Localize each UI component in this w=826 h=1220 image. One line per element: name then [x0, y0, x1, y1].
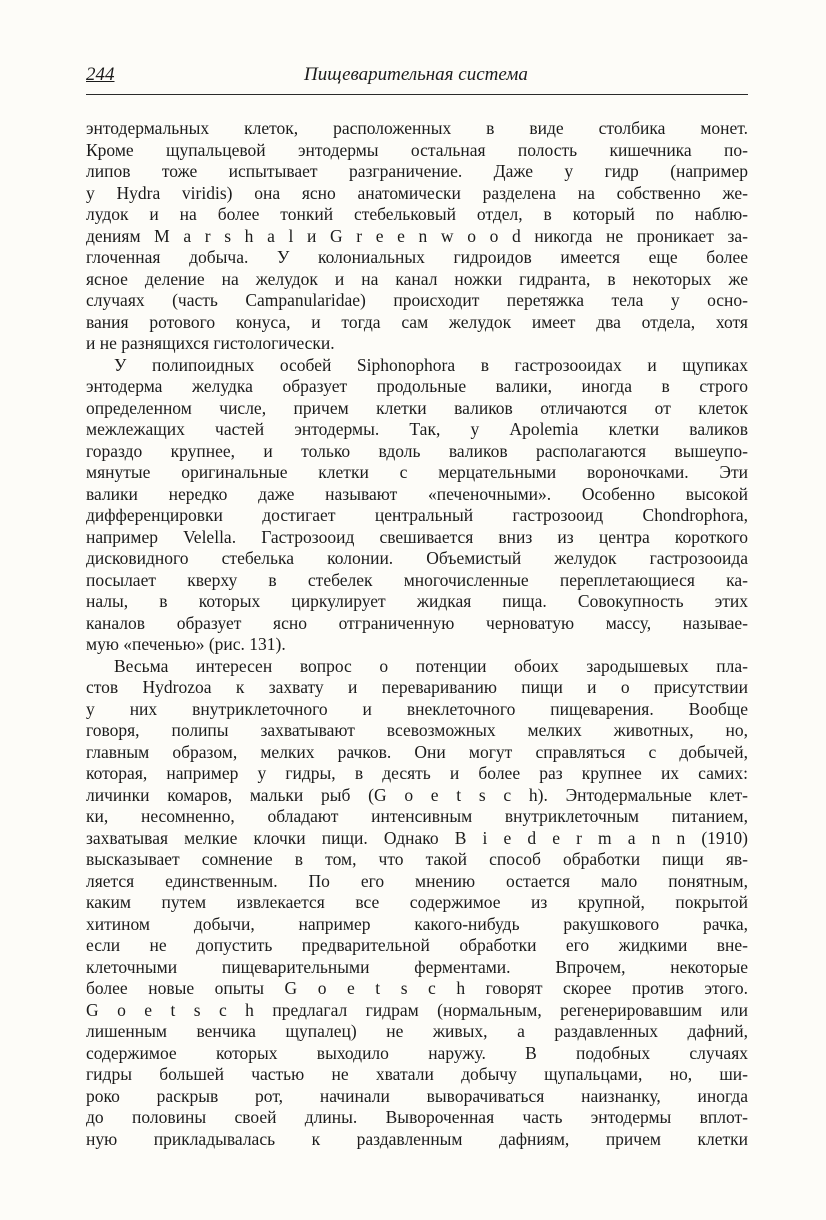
text-line: стов Hydrozoa к захвату и перевариванию пищи и о присутствии	[86, 677, 748, 697]
text-line: захватывая мелкие клочки пищи. Однако B i e d e r m a n n (1910)	[86, 827, 748, 848]
text-line: мую «печенью» (рис. 131).	[86, 634, 286, 654]
page-number: 244	[86, 64, 115, 85]
text-line: хитином добычи, например какого-нибудь ракушкового рачка,	[86, 913, 748, 934]
text-line: гидры большей частью не хватали добычу щупальцами, но, ши-	[86, 1064, 748, 1084]
text-line: вания ротового конуса, и тогда сам желудок имеет два отдела, хотя	[86, 311, 748, 332]
text-line: у них внутриклеточного и внеклеточного пищеварения. Вообще	[86, 698, 748, 719]
header-rule	[86, 94, 748, 95]
text-line: G o e t s c h предлагал гидрам (нормальным, регенерировавшим или	[86, 999, 748, 1020]
text-line: мянутые оригинальные клетки с мерцательными вороночками. Эти	[86, 462, 748, 482]
text-line: ки, несомненно, обладают интенсивным внутриклеточным питанием,	[86, 806, 748, 826]
text-line: например Velella. Гастрозооид свешивается вниз из центра короткого	[86, 526, 748, 547]
text-line: и не разнящихся гистологически.	[86, 333, 335, 353]
text-line: Кроме щупальцевой энтодермы остальная полость кишечника по-	[86, 139, 748, 160]
text-line: дисковидного стебелька колонии. Объемистый желудок гастрозооида	[86, 548, 748, 568]
text-line: дениям M a r s h a l и G r e e n w o o d никогда не проникает за-	[86, 225, 748, 246]
text-line: каналов образует ясно отграниченную черноватую массу, называе-	[86, 612, 748, 633]
text-line: лишенным венчика щупалец) не живых, а раздавленных дафний,	[86, 1021, 748, 1041]
text-line: ляется единственным. По его мнению остается мало понятным,	[86, 870, 748, 891]
text-line: энтодерма желудка образует продольные валики, иногда в строго	[86, 376, 748, 396]
text-line: ную прикладывалась к раздавленным дафниям, причем клетки	[86, 1128, 748, 1149]
text-line: межлежащих частей энтодермы. Так, у Apolemia клетки валиков	[86, 419, 748, 439]
text-line: случаях (часть Campanularidae) происходит перетяжка тела у осно-	[86, 290, 748, 310]
text-line: роко раскрыв рот, начинали выворачиваться наизнанку, иногда	[86, 1085, 748, 1106]
text-line: у Hydra viridis) она ясно анатомически разделена на собственно же-	[86, 182, 748, 203]
running-head: Пищеварительная система	[304, 64, 528, 85]
text-line: личинки комаров, мальки рыб (G o e t s c h). Энтодермальные клет-	[86, 784, 748, 805]
text-line: энтодермальных клеток, расположенных в виде столбика монет.	[86, 118, 748, 138]
text-line: определенном числе, причем клетки валиков отличаются от клеток	[86, 397, 748, 418]
text-line: которая, например у гидры, в десять и более раз крупнее их самих:	[86, 763, 748, 783]
text-line: клеточными пищеварительными ферментами. Впрочем, некоторые	[86, 956, 748, 977]
text-line: говоря, полипы захватывают всевозможных мелких животных, но,	[86, 720, 748, 740]
text-line: гораздо крупнее, и только вдоль валиков располагаются вышеупо-	[86, 440, 748, 461]
text-line: каким путем извлекается все содержимое из крупной, покрытой	[86, 892, 748, 912]
text-line: более новые опыты G o e t s c h говорят скорее против этого.	[86, 978, 748, 998]
text-line: налы, в которых циркулирует жидкая пища. Совокупность этих	[86, 591, 748, 611]
text-line: до половины своей длины. Вывороченная часть энтодермы вплот-	[86, 1107, 748, 1127]
text-line: глоченная добыча. У колониальных гидроидов имеется еще более	[86, 247, 748, 267]
text-line: содержимое которых выходило наружу. В подобных случаях	[86, 1042, 748, 1063]
text-line: ясное деление на желудок и на канал ножки гидранта, в некоторых же	[86, 268, 748, 289]
text-line: липов тоже испытывает разграничение. Даже у гидр (например	[86, 161, 748, 181]
text-line: высказывает сомнение в том, что такой способ обработки пищи яв-	[86, 849, 748, 869]
text-line: У полипоидных особей Siphonophora в гастрозооидах и щупиках	[114, 354, 748, 375]
page-header	[86, 64, 746, 90]
text-line: валики нередко даже называют «печеночными». Особенно высокой	[86, 483, 748, 504]
body-text	[86, 118, 748, 1150]
text-line: лудок и на более тонкий стебельковый отдел, в который по наблю-	[86, 204, 748, 224]
text-line: если не допустить предварительной обработки его жидкими вне-	[86, 935, 748, 955]
text-line: дифференцировки достигает центральный гастрозооид Chondrophora,	[86, 505, 748, 525]
text-line: Весьма интересен вопрос о потенции обоих зародышевых пла-	[114, 655, 748, 676]
text-line: посылает кверху в стебелек многочисленные переплетающиеся ка-	[86, 569, 748, 590]
text-line: главным образом, мелких рачков. Они могут справляться с добычей,	[86, 741, 748, 762]
